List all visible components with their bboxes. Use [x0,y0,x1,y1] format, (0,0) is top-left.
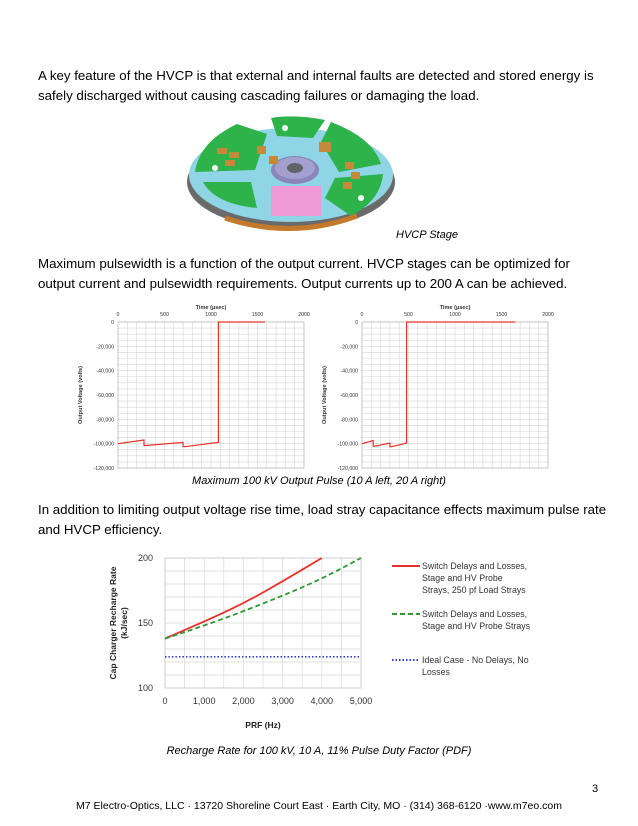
y-tick-label: 150 [137,618,153,628]
x-tick-label: 0 [162,696,168,706]
pulse-chart-20a [318,298,558,474]
pulse-chart-10a [74,298,314,474]
y-axis-title-line1: Cap Charger Recharge Rate [108,566,118,680]
y-tick-label: -120,000 [337,466,358,472]
paragraph-pulsewidth: Maximum pulsewidth is a function of the output current. HVCP stages can be optimized for output current and pulsewidth requirements. Output currents up to 200 A can be achieved. [38,256,570,291]
y-tick-label: 0 [111,320,114,326]
x-tick-label: 1000 [449,312,461,318]
paragraph-stray-capacitance: In addition to limiting output voltage rise time, load stray capacitance effects maximum pulse rate and HVCP efficiency. [38,502,607,537]
x-tick-label: 3,000 [271,696,294,706]
x-axis-title: Time (µsec) [439,305,471,311]
y-tick-label: -100,000 [93,441,114,448]
y-tick-label: -80,000 [340,417,358,424]
y-tick-label: -120,000 [93,466,114,472]
x-tick-label: 2000 [542,312,554,318]
x-tick-label: 0 [360,312,364,318]
hvcp-stage-image [185,112,395,232]
x-tick-label: 4,000 [310,696,334,706]
x-tick-label: 1500 [495,312,508,318]
legend-label: Switch Delays and Losses, Stage and HV Probe Strays, 250 pf Load Strays [422,561,528,595]
footer-contact: M7 Electro-Optics, LLC · 13720 Shoreline Court East · Earth City, MO · (314) 368-6120 ·www.m7eo.com [76,800,562,812]
x-tick-label: 5,000 [349,696,373,706]
x-tick-label: 0 [116,312,120,318]
x-axis-title: Time (µsec) [195,305,227,311]
y-tick-label: -80,000 [96,417,114,424]
y-tick-label: -60,000 [96,393,114,399]
y-tick-label: -40,000 [96,368,114,375]
y-tick-label: 0 [355,320,358,326]
y-axis-title-group [108,566,129,679]
y-tick-label: -40,000 [340,368,358,375]
y-tick-label: -20,000 [96,344,114,351]
page-number: 3 [592,783,599,795]
x-tick-label: 500 [404,312,413,318]
series-line-output-voltage [118,322,265,447]
caption-pulse-charts: Maximum 100 kV Output Pulse (10 A left, 20 A right) [192,475,446,487]
y-axis-title: Output Voltage (volts) [322,365,328,425]
x-tick-label: 1000 [205,312,217,318]
caption-hvcp-stage: HVCP Stage [396,229,458,241]
y-tick-label: 100 [137,683,153,693]
x-tick-label: 2,000 [232,696,255,706]
legend-label: Ideal Case - No Delays, No Losses [422,655,529,677]
paragraph-hvcp-fault-handling: A key feature of the HVCP is that external and internal faults are detected and stored energy is safely discharged without causing cascading failures or damaging the load. [38,68,594,103]
x-tick-label: 1500 [251,312,264,318]
legend-label: Switch Delays and Losses, Stage and HV Probe Strays [422,609,531,631]
y-axis-title-line2: (kJ/sec) [119,607,129,639]
y-tick-label: 200 [137,553,153,563]
x-axis-title: PRF (Hz) [245,720,281,730]
caption-recharge-chart: Recharge Rate for 100 kV, 10 A, 11% Pulse Duty Factor (PDF) [166,745,472,757]
y-axis-title: Output Voltage (volts) [78,365,84,425]
x-tick-label: 500 [160,312,169,318]
x-tick-label: 2000 [298,312,310,318]
y-tick-label: -60,000 [340,393,358,399]
x-tick-label: 1,000 [192,696,216,706]
recharge-rate-chart [100,548,580,734]
y-tick-label: -20,000 [340,344,358,351]
y-tick-label: -100,000 [337,441,358,448]
